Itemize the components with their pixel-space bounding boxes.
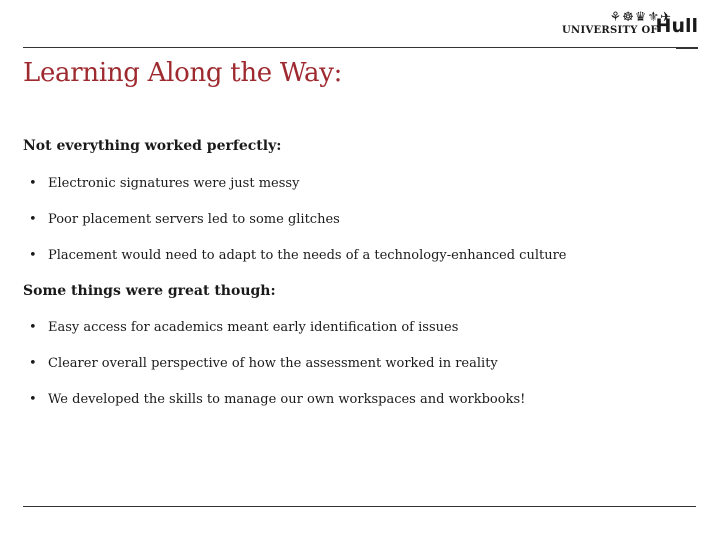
section-heading-successes: Some things were great though: bbox=[23, 283, 276, 299]
bullet-glyph: • bbox=[29, 356, 37, 371]
bullet-glyph: • bbox=[29, 320, 37, 335]
bullet-text: Easy access for academics meant early identification of issues bbox=[48, 320, 459, 335]
section-heading-issues: Not everything worked perfectly: bbox=[23, 138, 282, 154]
logo-hull-text: Hull bbox=[655, 15, 698, 37]
bullet-text: We developed the skills to manage our own workspaces and workbooks! bbox=[48, 392, 526, 407]
bullet-text: Placement would need to adapt to the needs of a technology-enhanced culture bbox=[48, 248, 567, 263]
bullet-glyph: • bbox=[29, 212, 37, 227]
top-divider-accent bbox=[676, 47, 698, 49]
bullet-item bbox=[29, 176, 299, 191]
bullet-item bbox=[29, 356, 498, 371]
bullet-item bbox=[29, 392, 525, 407]
university-logo bbox=[562, 10, 698, 40]
slide-title: Learning Along the Way: bbox=[23, 58, 343, 88]
crest-icons: ⚘☸♛⚜✈ bbox=[609, 10, 672, 25]
bullet-glyph: • bbox=[29, 392, 37, 407]
bullet-glyph: • bbox=[29, 248, 37, 263]
bullet-text: Poor placement servers led to some glitches bbox=[48, 212, 340, 227]
bullet-item bbox=[29, 212, 340, 227]
logo-university-text: UNIVERSITY OF bbox=[562, 25, 658, 36]
top-divider bbox=[23, 47, 698, 48]
bullet-item bbox=[29, 320, 458, 335]
bullet-text: Electronic signatures were just messy bbox=[48, 176, 300, 191]
bullet-item bbox=[29, 248, 566, 263]
bottom-divider bbox=[23, 506, 696, 507]
bullet-text: Clearer overall perspective of how the assessment worked in reality bbox=[48, 356, 498, 371]
bullet-glyph: • bbox=[29, 176, 37, 191]
